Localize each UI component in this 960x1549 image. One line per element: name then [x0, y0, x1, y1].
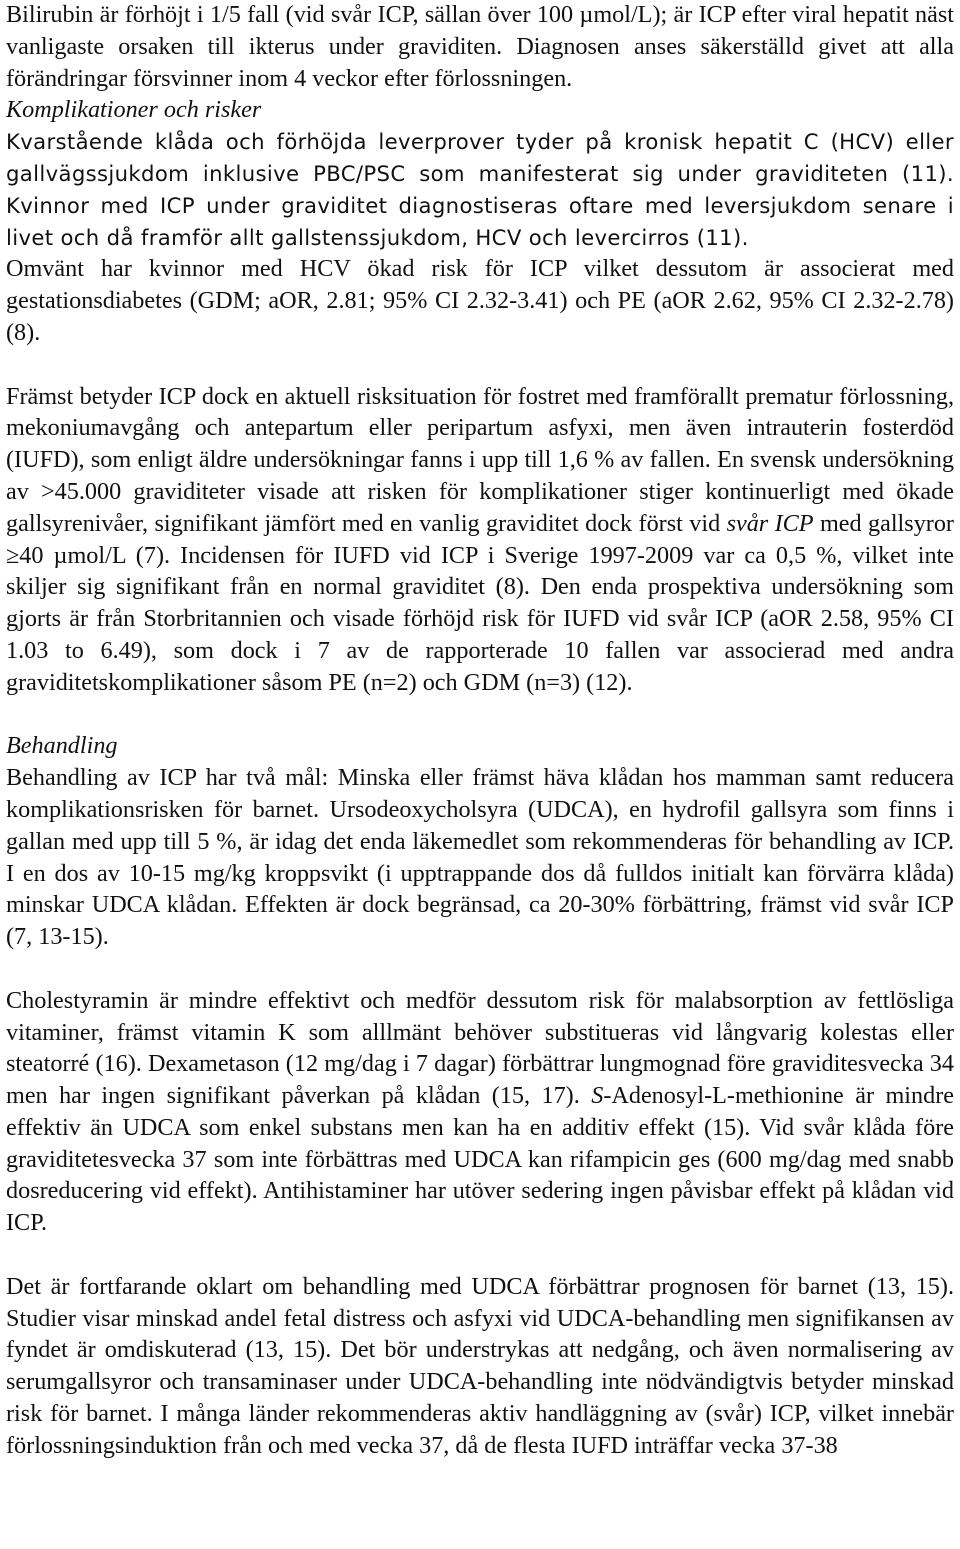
intro-paragraph: Bilirubin är förhöjt i 1/5 fall (vid svår ICP, sällan över 100 µmol/L); är ICP efter viral hepatit näst vanligaste orsaken till ikterus under graviditen. Diagnosen anses säkerställd givet att alla förändringar försvinner inom 4 veckor efter förlossningen. [6, 1, 954, 92]
complications-heading: Komplikationer och risker [6, 96, 262, 124]
document-page [6, 0, 954, 1462]
fetal-risk-text-b: med gallsyror ≥40 µmol/L (7). Incidensen för IUFD vid ICP i Sverige 1997-2009 var ca 0,5 %, vilket inte skiljer sig signifikant från en normal graviditet (8). Den enda prospektiva undersökning som gjorts är från Storbritannien och visade förhöjd risk för IUFD vid svår ICP (aOR 2.58, 95% CI 1.03 to 6.49), som dock i 7 av de rapporterade 10 fallen var associerad med andra graviditetskomplikationer såsom PE (n=2) och GDM (n=3) (12). [6, 509, 954, 696]
fetal-risk-emphasis: svår ICP [726, 509, 814, 537]
prognosis-paragraph: Det är fortfarande oklart om behandling med UDCA förbättrar prognosen för barnet (13, 15). Studier visar minskad andel fetal distress och asfyxi vid UDCA-behandling men signifikansen av fyndet är omdiskuterad (13, 15). Det bör understrykas att nedgång, och även normalisering av serumgallsyror och transaminaser under UDCA-behandling inte nödvändigtvis betyder minskad risk för barnet. I många länder rekommenderas aktiv handläggning av (svår) ICP, vilket innebär förlossningsinduktion från och med vecka 37, då de flesta IUFD inträffar vecka 37-38 [6, 1272, 954, 1459]
fetal-risk-text-a: Främst betyder ICP dock en aktuell risksituation för fostret med framförallt prematur förlossning, mekoniumavgång och antepartum eller peripartum asfyxi, men även intrauterin fosterdöd (IUFD), som enligt äldre undersökningar fanns i upp till 1,6 % av fallen. En svensk undersökning av >45.000 graviditeter visade att risken för komplikationer stiger kontinuerligt med ökade gallsyrenivåer, signifikant jämfört med en vanlig graviditet dock först vid [6, 382, 954, 537]
cholestyramine-text-a: Cholestyramin är mindre effektivt och medför dessutom risk för malabsorption av fettlösliga vitaminer, främst vitamin K som alllmänt behöver substitueras vid långvarig kolestas eller steatorré (16). Dexametason (12 mg/dag i 7 dagar) förbättrar lungmognad före graviditesvecka 34 men har ingen signifikant påverkan på klådan (15, 17). [6, 986, 954, 1110]
treatment-paragraph: Behandling av ICP har två mål: Minska eller främst häva klådan hos mamman samt reducera komplikationsrisken för barnet. Ursodeoxycholsyra (UDCA), en hydrofil gallsyra som finns i gallan med upp till 5 %, är idag det enda läkemedlet som rekommenderas för behandling av ICP. I en dos av 10-15 mg/kg kroppsvikt (i upptrappande dos då fulldos initialt kan förvärra klåda) minskar UDCA klådan. Effekten är dock begränsad, ca 20-30% förbättring, främst vid svår ICP (7, 13-15). [6, 764, 954, 951]
complications-text-serif: Omvänt har kvinnor med HCV ökad risk för ICP vilket dessutom är associerat med gestationsdiabetes (GDM; aOR, 2.81; 95% CI 2.32-3.41) och PE (aOR 2.62, 95% CI 2.32-2.78) (8). [6, 255, 954, 346]
cholestyramine-emphasis: S [591, 1082, 604, 1110]
complications-paragraph [6, 126, 954, 349]
treatment-heading: Behandling [6, 732, 118, 760]
cholestyramine-paragraph [6, 985, 954, 1239]
cholestyramine-text-b: -Adenosyl-L-methionine är mindre effektiv än UDCA som enkel substans men kan ha en additiv effekt (15). Vid svår klåda före graviditetesvecka 37 som inte förbättras med UDCA kan rifampicin ges (600 mg/dag med snabb dosreducering vid effekt). Antihistaminer har utöver sedering ingen påvisbar effekt på klådan vid ICP. [6, 1082, 954, 1237]
fetal-risk-paragraph [6, 381, 954, 699]
complications-line-1: Kvarstående klåda och förhöjda leverprover tyder på kronisk hepatit C (HCV) eller [6, 129, 954, 155]
complications-text-sans: gallvägssjukdom inklusive PBC/PSC som manifesterat sig under graviditeten (11). Kvinnor med ICP under graviditet diagnostiseras oftare med leversjukdom senare i livet och då framför allt gallstenssjukdom, HCV och levercirros (11). [6, 160, 954, 250]
